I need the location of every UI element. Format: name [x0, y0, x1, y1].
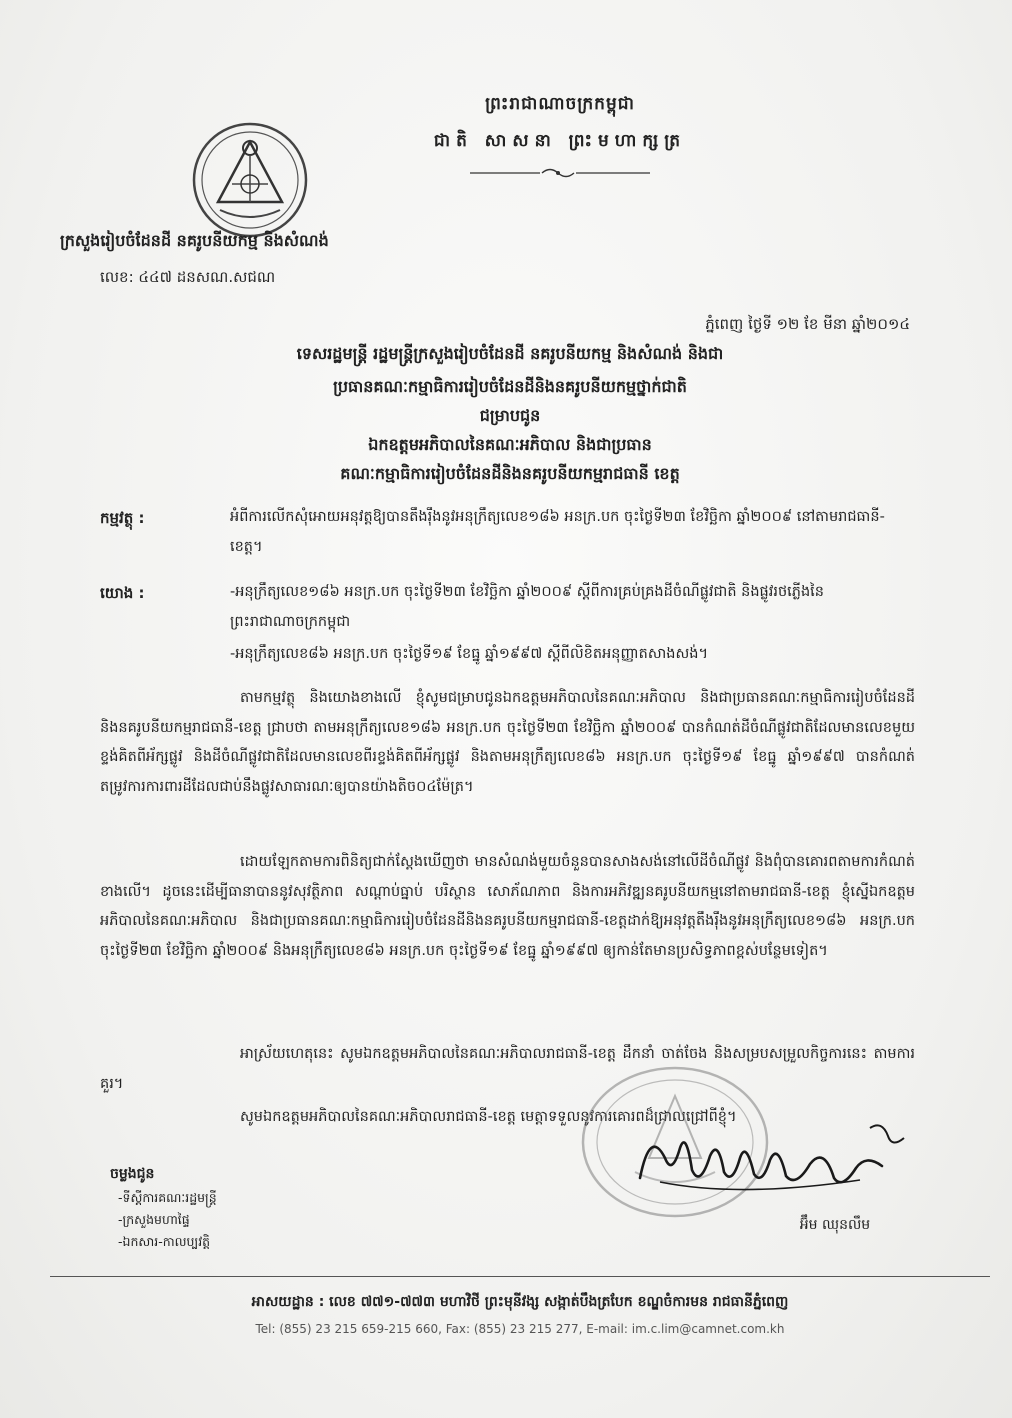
subject-label: កម្មវត្ថុ :: [100, 509, 145, 527]
reference-item: -អនុក្រឹត្យលេខ៨៦ អនក្រ.បក ចុះថ្ងៃទី១៩ ខែធ្នូ ឆ្នាំ១៩៩៧ ស្តីពីលិខិតអនុញ្ញាតសាងសង់។: [230, 646, 709, 662]
sender-title-line1: ទេសរដ្ឋមន្ត្រី រដ្ឋមន្ត្រីក្រសួងរៀបចំដែនដី នគរូបនីយកម្ម និងសំណង់ និងជា: [296, 344, 724, 363]
recipient-line1: ឯកឧត្តមអភិបាលនៃគណៈអភិបាល និងជាប្រធាន: [368, 435, 652, 454]
ornament-divider: [470, 165, 650, 181]
cc-item: -ឯកសារ-កាលប្បវត្តិ: [118, 1234, 211, 1249]
ministry-seal-icon: [190, 120, 310, 240]
footer-address: អាសយដ្ឋាន : លេខ ៧៧១-៧៧៣ មហាវិថី ព្រះមុនីវង្ស សង្កាត់បឹងត្របែក ខណ្ឌចំការមន រាជធានីភ្នំពេញ: [251, 1294, 789, 1310]
cc-item: -ទីស្តីការគណៈរដ្ឋមន្ត្រី: [118, 1190, 217, 1205]
signature-mark: [620, 1118, 920, 1208]
letter-date: ភ្នំពេញ ថ្ងៃទី ១២ ខែ មីនា ឆ្នាំ២០១៤: [705, 315, 910, 333]
footer-contact: Tel: (855) 23 215 659-215 660, Fax: (855) 23 215 277, E-mail: im.c.lim@camnet.com.kh: [255, 1322, 785, 1336]
addressing-phrase: ជម្រាបជូន: [479, 406, 541, 425]
reference-number: លេខ: ៤៤៧ ដនសណ.សជណ: [100, 268, 276, 286]
kingdom-title: ព្រះរាជាណាចក្រកម្ពុជា: [485, 94, 635, 114]
body-paragraph-2: ដោយឡែកតាមការពិនិត្យជាក់ស្តែងឃើញថា មានសំណង់មួយចំនួនបានសាងសង់នៅលើដីចំណីផ្លូវ និងពុំបានគោរពតាមការកំណត់ខាងលើ។ ដូចនេះដើម្បីធានាបាននូវសុវត្ថិភាព សណ្តាប់ធ្នាប់ បរិស្ថាន សោភ័ណភាព និងការអភិវឌ្ឍនគរូបនីយកម្មនៅតាមរាជធានី-ខេត្ត ខ្ញុំស្នើឯកឧត្តមអភិបាលនៃគណៈអភិបាល និងជាប្រធានគណៈកម្មាធិការរៀបចំដែនដីនិងនគរូបនីយកម្មរាជធានី-ខេត្តដាក់ឱ្យអនុវត្តតឹងរ៉ឹងនូវអនុក្រឹត្យលេខ១៨៦ អនក្រ.បក ចុះថ្ងៃទី២៣ ខែវិច្ឆិកា ឆ្នាំ២០០៩ និងអនុក្រឹត្យលេខ៨៦ អនក្រ.បក ចុះថ្ងៃទី១៩ ខែធ្នូ ឆ្នាំ១៩៩៧ ឲ្យកាន់តែមានប្រសិទ្ធភាពខ្ពស់បន្ថែមទៀត។: [100, 854, 915, 959]
recipient-line2: គណៈកម្មាធិការរៀបចំដែនដីនិងនគរូបនីយកម្មរាជធានី ខេត្ត: [340, 464, 680, 483]
footer-divider: [50, 1276, 990, 1277]
cc-item: -ក្រសួងមហាផ្ទៃ: [118, 1212, 190, 1227]
reference-item: -អនុក្រឹត្យលេខ១៨៦ អនក្រ.បក ចុះថ្ងៃទី២៣ ខែវិច្ឆិកា ឆ្នាំ២០០៩ ស្តីពីការគ្រប់គ្រងដីចំណីផ្លូវជាតិ និងផ្លូវរថភ្លើងនៃព្រះរាជាណាចក្រកម្ពុជា: [230, 584, 824, 630]
national-motto: ជាតិ សាសនា ព្រះមហាក្សត្រ: [433, 131, 687, 151]
cc-title: ចម្លងជូន: [110, 1166, 155, 1182]
closing-paragraph: សូមឯកឧត្តមអភិបាលនៃគណៈអភិបាលរាជធានី-ខេត្ត មេត្តាទទួលនូវការគោរពដ៏ជ្រាលជ្រៅពីខ្ញុំ។: [240, 1109, 737, 1125]
body-paragraph-1: តាមកម្មវត្ថុ និងយោងខាងលើ ខ្ញុំសូមជម្រាបជូនឯកឧត្តមអភិបាលនៃគណៈអភិបាល និងជាប្រធានគណៈកម្មាធិការរៀបចំដែនដីនិងនគរូបនីយកម្មរាជធានី-ខេត្ត ជ្រាបថា តាមអនុក្រឹត្យលេខ១៨៦ អនក្រ.បក ចុះថ្ងៃទី២៣ ខែវិច្ឆិកា ឆ្នាំ២០០៩ បានកំណត់ដីចំណីផ្លូវជាតិដែលមានលេខមួយខ្ទង់គិតពីអ័ក្សផ្លូវ និងដីចំណីផ្លូវជាតិដែលមានលេខពីរខ្ទង់គិតពីអ័ក្សផ្លូវ និងតាមអនុក្រឹត្យលេខ៨៦ អនក្រ.បក ចុះថ្ងៃទី១៩ ខែធ្នូ ឆ្នាំ១៩៩៧ បានកំណត់តម្រូវការការពារដីដែលជាប់នឹងផ្លូវសាធារណៈឲ្យបានយ៉ាងតិច០៤ម៉ែត្រ។: [100, 690, 915, 795]
body-paragraph-3: អាស្រ័យហេតុនេះ សូមឯកឧត្តមអភិបាលនៃគណៈអភិបាលរាជធានី-ខេត្ត ដឹកនាំ ចាត់ចែង និងសម្របសម្រួលកិច្ចការនេះ តាមការគួរ។: [100, 1046, 915, 1092]
subject-text: អំពីការលើកសុំអោយអនុវត្តឱ្យបានតឹងរ៉ឹងនូវអនុក្រឹត្យលេខ១៨៦ អនក្រ.បក ចុះថ្ងៃទី២៣ ខែវិច្ឆិកា ឆ្នាំ២០០៩ នៅតាមរាជធានី-ខេត្ត។: [230, 509, 885, 555]
reference-label: យោង :: [100, 584, 145, 602]
sender-title-line2: ប្រធានគណៈកម្មាធិការរៀបចំដែនដីនិងនគរូបនីយកម្មថ្នាក់ជាតិ: [333, 377, 687, 396]
ministry-name: ក្រសួងរៀបចំដែនដី នគរូបនីយកម្ម និងសំណង់: [60, 231, 329, 250]
signer-name: អ៊ឹម ឈុនលឹម: [799, 1217, 871, 1233]
